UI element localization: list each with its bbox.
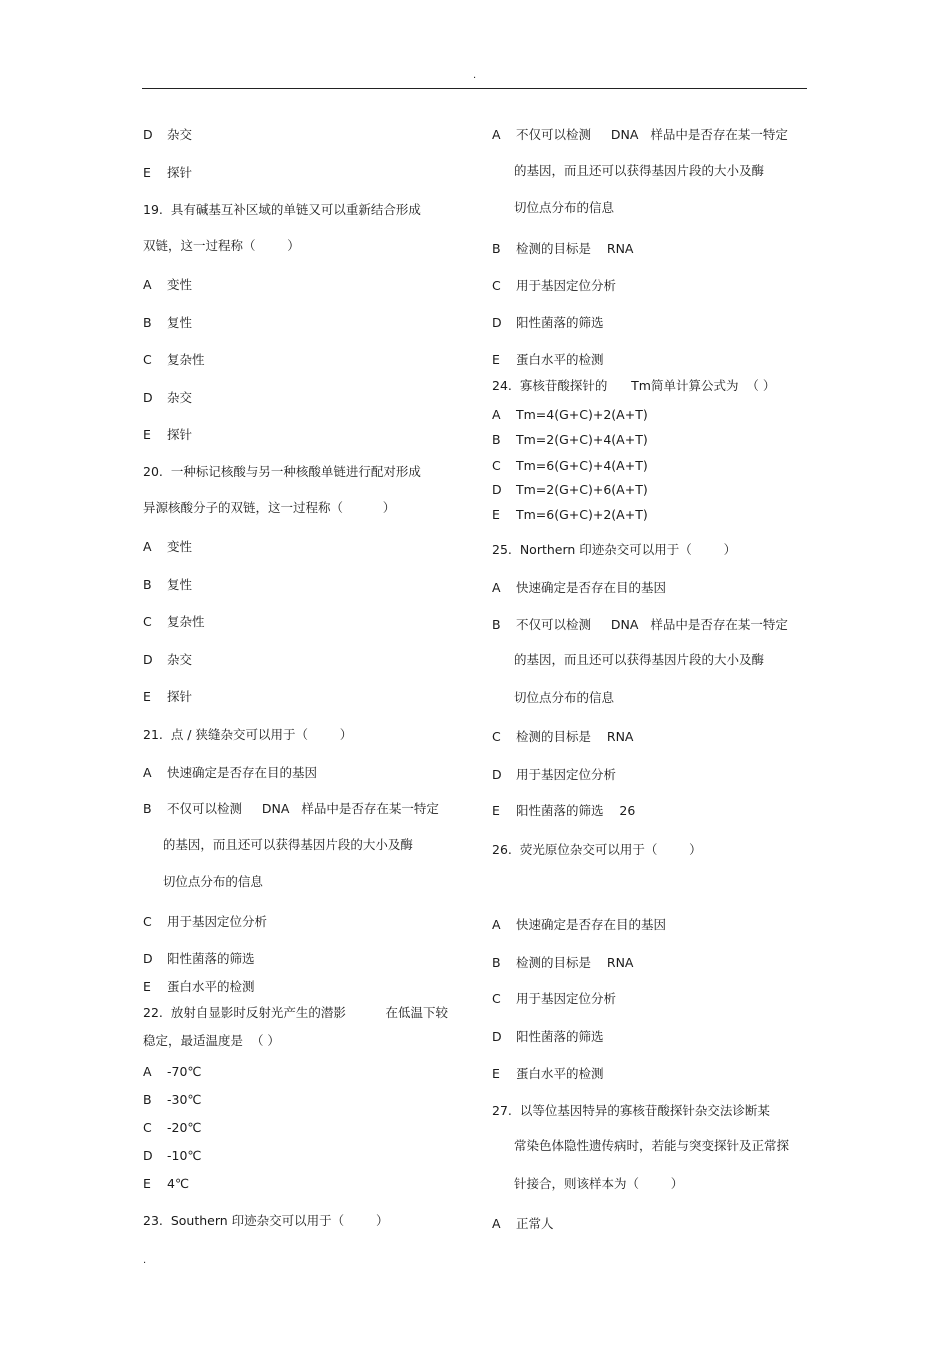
option-line xyxy=(143,277,192,293)
option-line xyxy=(143,951,255,967)
text-line xyxy=(492,1103,770,1119)
option-label: A xyxy=(143,765,152,780)
line-text: 用于基因定位分析 xyxy=(516,991,617,1006)
line-text: 探针 xyxy=(167,165,193,180)
option-line xyxy=(492,407,648,423)
text-line xyxy=(492,542,736,558)
line-text: 快速确定是否存在目的基因 xyxy=(516,917,667,932)
line-text: 蛋白水平的检测 xyxy=(516,352,604,367)
line-text: 稳定，最适温度是 （ ） xyxy=(143,1033,280,1048)
option-line xyxy=(143,1176,189,1192)
line-text: 19. 具有碱基互补区域的单链又可以重新结合形成 xyxy=(143,202,421,217)
line-text: 杂交 xyxy=(167,127,193,142)
option-line xyxy=(492,729,633,745)
option-label: E xyxy=(143,165,151,180)
option-line xyxy=(143,652,192,668)
option-label: A xyxy=(492,127,501,142)
text-line xyxy=(514,690,614,706)
line-text: 探针 xyxy=(167,689,193,704)
line-text: 复杂性 xyxy=(167,352,205,367)
line-text: 杂交 xyxy=(167,390,193,405)
line-text: 快速确定是否存在目的基因 xyxy=(167,765,318,780)
line-text: 用于基因定位分析 xyxy=(516,767,617,782)
line-text: 针接合，则该样本为（ ） xyxy=(514,1176,684,1191)
line-text: 的基因，而且还可以获得基因片段的大小及酶 xyxy=(514,652,765,667)
line-text: -30℃ xyxy=(167,1092,202,1107)
text-line xyxy=(143,837,413,853)
option-line xyxy=(143,390,192,406)
option-line xyxy=(492,767,616,783)
line-text: 20. 一种标记核酸与另一种核酸单链进行配对形成 xyxy=(143,464,421,479)
line-text: 检测的目标是 RNA xyxy=(516,241,634,256)
line-text: 22. 放射自显影时反射光产生的潜影 在低温下较 xyxy=(143,1005,449,1020)
option-line xyxy=(492,458,648,474)
line-text: 常染色体隐性遗传病时，若能与突变探针及正常探 xyxy=(514,1138,790,1153)
option-label: E xyxy=(143,689,151,704)
line-text: 27. 以等位基因特异的寡核苷酸探针杂交法诊断某 xyxy=(492,1103,770,1118)
text-line xyxy=(514,200,614,216)
option-label: A xyxy=(143,277,152,292)
option-line xyxy=(143,539,192,555)
option-label: B xyxy=(143,315,152,330)
text-line xyxy=(514,652,764,668)
line-text: 异源核酸分子的双链，这一过程称（ ） xyxy=(143,500,396,515)
option-line xyxy=(492,1216,554,1232)
line-text: 用于基因定位分析 xyxy=(167,914,268,929)
text-line xyxy=(143,202,421,218)
option-line xyxy=(492,917,666,933)
option-line xyxy=(143,315,192,331)
option-line xyxy=(492,315,604,331)
line-text: Tm=6(G+C)+2(A+T) xyxy=(516,507,648,522)
option-label: C xyxy=(492,729,501,744)
option-line xyxy=(492,432,648,448)
option-label: B xyxy=(492,617,501,632)
line-text: 蛋白水平的检测 xyxy=(167,979,255,994)
header-rule xyxy=(142,88,807,89)
header-mark: . xyxy=(473,70,477,81)
option-label: D xyxy=(143,652,153,667)
option-line xyxy=(492,507,648,523)
line-text: 的基因，而且还可以获得基因片段的大小及酶 xyxy=(514,163,765,178)
line-text: 的基因，而且还可以获得基因片段的大小及酶 xyxy=(143,837,413,852)
text-line xyxy=(143,1033,280,1049)
text-line xyxy=(492,378,775,394)
text-line xyxy=(492,842,702,858)
option-line xyxy=(143,1064,201,1080)
line-text: -70℃ xyxy=(167,1064,202,1079)
option-line xyxy=(143,614,205,630)
line-text: 正常人 xyxy=(516,1216,554,1231)
line-text: 不仅可以检测 DNA 样品中是否存在某一特定 xyxy=(516,127,788,142)
option-label: D xyxy=(143,390,153,405)
text-line xyxy=(143,727,352,743)
option-line xyxy=(492,482,648,498)
option-line xyxy=(143,689,192,705)
text-line xyxy=(514,163,764,179)
line-text: 切位点分布的信息 xyxy=(514,690,615,705)
line-text: 阳性菌落的筛选 xyxy=(167,951,255,966)
option-line xyxy=(492,617,788,633)
line-text: 检测的目标是 RNA xyxy=(516,729,634,744)
option-label: C xyxy=(492,991,501,1006)
text-line xyxy=(143,1213,388,1229)
option-label: D xyxy=(143,1148,153,1163)
option-line xyxy=(492,955,633,971)
text-line xyxy=(514,1176,683,1192)
option-label: A xyxy=(492,917,501,932)
line-text: Tm=4(G+C)+2(A+T) xyxy=(516,407,648,422)
text-line xyxy=(143,238,300,254)
text-line xyxy=(143,464,421,480)
option-label: B xyxy=(143,577,152,592)
line-text: 变性 xyxy=(167,539,193,554)
line-text: 复性 xyxy=(167,315,193,330)
option-line xyxy=(492,1066,604,1082)
option-label: B xyxy=(143,1092,152,1107)
option-line xyxy=(492,1029,604,1045)
text-line xyxy=(143,500,395,516)
line-text: 24. 寡核苷酸探针的 Tm简单计算公式为 （ ） xyxy=(492,378,776,393)
line-text: 21. 点 / 狭缝杂交可以用于（ ） xyxy=(143,727,353,742)
option-label: C xyxy=(492,458,501,473)
line-text: 复性 xyxy=(167,577,193,592)
option-line xyxy=(143,1120,201,1136)
option-label: B xyxy=(492,432,501,447)
line-text: -20℃ xyxy=(167,1120,202,1135)
option-label: D xyxy=(492,315,502,330)
option-label: A xyxy=(143,1064,152,1079)
option-line xyxy=(492,803,635,819)
line-text: Tm=6(G+C)+4(A+T) xyxy=(516,458,648,473)
line-text: 4℃ xyxy=(167,1176,189,1191)
line-text: 切位点分布的信息 xyxy=(143,874,263,889)
option-line xyxy=(143,427,192,443)
option-line xyxy=(143,801,439,817)
option-label: E xyxy=(492,803,500,818)
option-label: C xyxy=(143,1120,152,1135)
option-line xyxy=(492,580,666,596)
line-text: 变性 xyxy=(167,277,193,292)
option-label: C xyxy=(143,914,152,929)
option-label: D xyxy=(492,1029,502,1044)
option-label: C xyxy=(143,352,152,367)
option-line xyxy=(143,1148,201,1164)
line-text: 双链，这一过程称（ ） xyxy=(143,238,300,253)
option-label: D xyxy=(492,482,502,497)
text-line xyxy=(143,1005,448,1021)
option-line xyxy=(143,914,267,930)
option-label: E xyxy=(143,979,151,994)
option-label: E xyxy=(143,427,151,442)
option-label: B xyxy=(492,241,501,256)
line-text: 不仅可以检测 DNA 样品中是否存在某一特定 xyxy=(167,801,439,816)
option-label: A xyxy=(143,539,152,554)
option-line xyxy=(492,278,616,294)
option-label: A xyxy=(492,1216,501,1231)
line-text: -10℃ xyxy=(167,1148,202,1163)
line-text: 阳性菌落的筛选 xyxy=(516,315,604,330)
option-line xyxy=(143,979,255,995)
line-text: 杂交 xyxy=(167,652,193,667)
option-line xyxy=(492,352,604,368)
option-line xyxy=(143,1092,201,1108)
line-text: 26. 荧光原位杂交可以用于（ ） xyxy=(492,842,702,857)
line-text: 复杂性 xyxy=(167,614,205,629)
option-line xyxy=(492,991,616,1007)
option-label: B xyxy=(492,955,501,970)
option-line xyxy=(143,165,192,181)
option-label: D xyxy=(492,767,502,782)
line-text: 切位点分布的信息 xyxy=(514,200,615,215)
option-label: E xyxy=(143,1176,151,1191)
line-text: 25. Northern 印迹杂交可以用于（ ） xyxy=(492,542,737,557)
line-text: 快速确定是否存在目的基因 xyxy=(516,580,667,595)
option-line xyxy=(492,241,633,257)
line-text: Tm=2(G+C)+6(A+T) xyxy=(516,482,648,497)
line-text: 探针 xyxy=(167,427,193,442)
option-line xyxy=(143,577,192,593)
line-text: 阳性菌落的筛选 26 xyxy=(516,803,636,818)
option-label: B xyxy=(143,801,152,816)
option-line xyxy=(143,127,192,143)
option-label: A xyxy=(492,407,501,422)
option-line xyxy=(143,352,205,368)
line-text: 蛋白水平的检测 xyxy=(516,1066,604,1081)
footer-mark: . xyxy=(143,1255,147,1266)
option-line xyxy=(143,765,317,781)
line-text: 检测的目标是 RNA xyxy=(516,955,634,970)
option-label: C xyxy=(143,614,152,629)
line-text: 不仅可以检测 DNA 样品中是否存在某一特定 xyxy=(516,617,788,632)
option-label: A xyxy=(492,580,501,595)
line-text: 阳性菌落的筛选 xyxy=(516,1029,604,1044)
option-label: D xyxy=(143,127,153,142)
option-label: E xyxy=(492,1066,500,1081)
option-label: E xyxy=(492,352,500,367)
option-label: C xyxy=(492,278,501,293)
text-line xyxy=(514,1138,789,1154)
option-line xyxy=(492,127,788,143)
option-label: E xyxy=(492,507,500,522)
text-line xyxy=(143,874,263,890)
line-text: Tm=2(G+C)+4(A+T) xyxy=(516,432,648,447)
line-text: 23. Southern 印迹杂交可以用于（ ） xyxy=(143,1213,389,1228)
line-text: 用于基因定位分析 xyxy=(516,278,617,293)
option-label: D xyxy=(143,951,153,966)
